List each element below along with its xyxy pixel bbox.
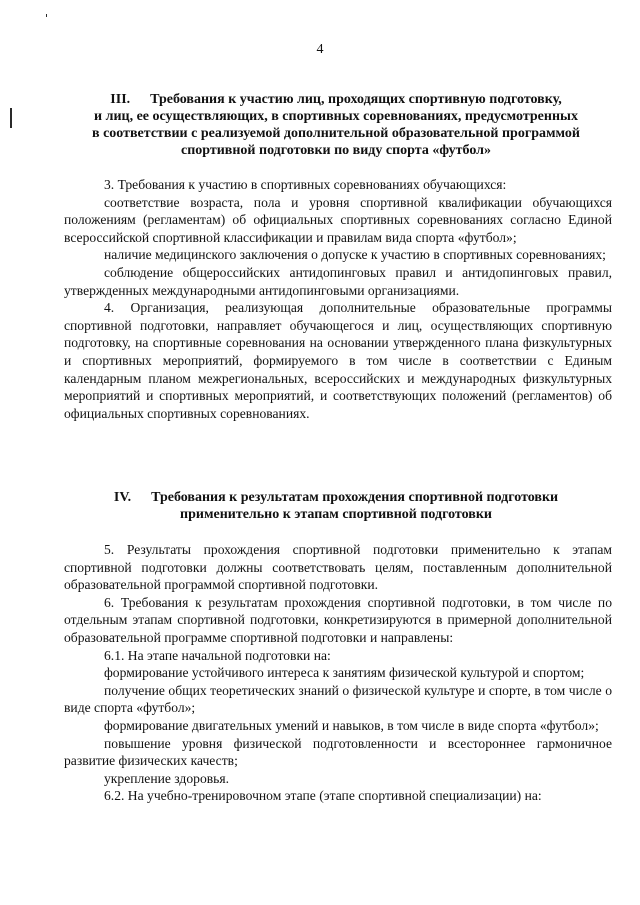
section-3-heading-line-3: в соответствии с реализуемой дополнительной образовательной программой bbox=[92, 126, 580, 141]
section-4-heading-line-1: IV. Требования к результатам прохождения спортивной подготовки bbox=[113, 490, 559, 505]
scan-mark-left bbox=[10, 108, 12, 128]
paragraph-6-1: 6.1. На этапе начальной подготовки на: bbox=[104, 647, 331, 663]
paragraph-6-2: 6.2. На учебно-тренировочном этапе (этапе спортивной специализации) на: bbox=[104, 788, 542, 804]
paragraph-5: 5. Результаты прохождения спортивной подготовки применительно к этапам спортивной подготовки должны соответствовать целям, поставленным дополнительной образовательной программой спортивной подготовки. bbox=[64, 542, 612, 593]
list-item: повышение уровня физической подготовленности и всестороннее гармоничное развитие физических качеств; bbox=[64, 735, 612, 769]
list-item: формирование двигательных умений и навыков, в том числе в виде спорта «футбол»; bbox=[104, 717, 599, 733]
section-3-heading bbox=[60, 91, 612, 159]
section-3-numeral: III. bbox=[110, 92, 131, 107]
paragraph-4: 4. Организация, реализующая дополнительные образовательные программы спортивной подготовки, направляет обучающегося и лиц, осуществляющих спортивную подготовку, на спортивные соревнования на основании утвержденного плана физкультурных и спортивных мероприятий, формируемого в том числе в соответствии с Единым календарным планом межрегиональных, всероссийских и международных физкультурных мероприятий и спортивных мероприятий, и соответствующих положений (регламентов) об официальных спортивных соревнованиях. bbox=[64, 300, 612, 421]
paragraph-3: 3. Требования к участию в спортивных соревнованиях обучающихся: bbox=[104, 177, 507, 192]
scan-mark-top bbox=[46, 14, 47, 17]
list-item: укрепление здоровья. bbox=[104, 770, 230, 786]
paragraph-6: 6. Требования к результатам прохождения спортивной подготовки, в том числе по отдельным этапам спортивной подготовки, конкретизируются в примерной дополнительной образовательной программе спортивной подготовки и направлены: bbox=[64, 594, 612, 645]
list-item: наличие медицинского заключения о допуске к участию в спортивных соревнованиях; bbox=[104, 247, 606, 263]
page-number: 4 bbox=[316, 42, 324, 57]
section-3-heading-line-2: и лиц, ее осуществляющих, в спортивных соревнованиях, предусмотренных bbox=[94, 109, 578, 124]
list-item: получение общих теоретических знаний о физической культуре и спорте, в том числе о виде спорта «футбол»; bbox=[64, 682, 612, 716]
section-4-heading bbox=[60, 489, 612, 523]
section-3-heading-line-1: III. Требования к участию лиц, проходящих спортивную подготовку, bbox=[110, 92, 562, 107]
list-item: формирование устойчивого интереса к занятиям физической культурой и спортом; bbox=[104, 665, 585, 681]
section-3-heading-line-4: спортивной подготовки по виду спорта «футбол» bbox=[180, 143, 492, 158]
section-3-body bbox=[64, 176, 612, 422]
section-4-heading-line-2: применительно к этапам спортивной подготовки bbox=[180, 507, 492, 522]
section-4-numeral: IV. bbox=[113, 490, 132, 505]
section-4-body bbox=[64, 541, 612, 805]
list-item: соблюдение общероссийских антидопинговых правил и антидопинговых правил, утвержденных международными антидопинговыми организациями. bbox=[64, 264, 612, 298]
list-item: соответствие возраста, пола и уровня спортивной квалификации обучающихся положениям (регламентам) об официальных спортивных соревнованиях согласно Единой всероссийской спортивной классификации и правилам вида спорта «футбол»; bbox=[64, 194, 612, 245]
